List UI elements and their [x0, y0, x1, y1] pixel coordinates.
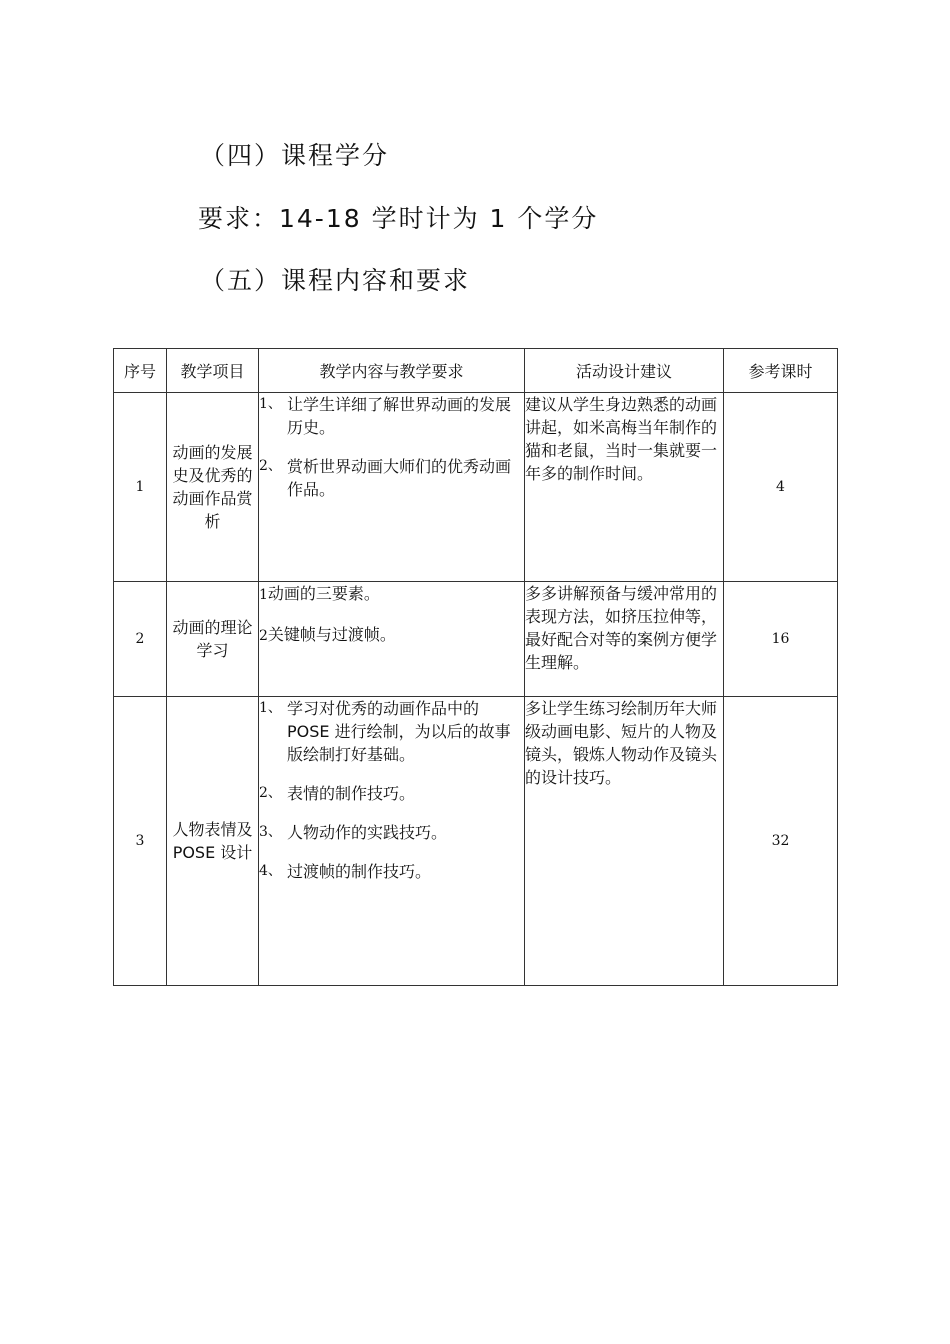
- table-row: [114, 697, 838, 986]
- section-heading-credits: （四）课程学分: [200, 141, 390, 170]
- header-activity: 活动设计建议: [525, 349, 724, 393]
- header-num: 序号: [114, 349, 167, 393]
- row-project: 动画的发展史及优秀的动画作品赏析: [167, 393, 259, 582]
- content-item: 2、 赏析世界动画大师们的优秀动画作品。: [259, 457, 512, 499]
- row-number: 1: [114, 393, 167, 582]
- row-number: 3: [114, 697, 167, 986]
- row-activity: 建议从学生身边熟悉的动画讲起，如米高梅当年制作的猫和老鼠，当时一集就要一年多的制作时间。: [525, 393, 724, 582]
- table-header-row: [114, 349, 838, 393]
- row-project: 动画的理论学习: [167, 582, 259, 697]
- row-hours: 4: [724, 393, 838, 582]
- row-project: 人物表情及 POSE 设计: [167, 697, 259, 986]
- row-activity: 多让学生练习绘制历年大师级动画电影、短片的人物及镜头，锻炼人物动作及镜头的设计技巧。: [525, 697, 724, 986]
- section-heading-content: （五）课程内容和要求: [200, 266, 471, 295]
- row-hours: 16: [724, 582, 838, 697]
- content-item: 1动画的三要素。: [259, 584, 380, 603]
- row-content: [259, 697, 525, 986]
- header-content: 教学内容与教学要求: [259, 349, 525, 393]
- row-content: [259, 582, 525, 697]
- row-content: [259, 393, 525, 582]
- table-row: [114, 393, 838, 582]
- content-item: 4、 过渡帧的制作技巧。: [259, 862, 432, 881]
- course-content-table: [113, 348, 838, 986]
- credit-requirement: 要求：14-18 学时计为 1 个学分: [198, 204, 599, 233]
- content-item: 2、 表情的制作技巧。: [259, 784, 416, 803]
- row-number: 2: [114, 582, 167, 697]
- content-item: 2关键帧与过渡帧。: [259, 625, 396, 644]
- header-project: 教学项目: [167, 349, 259, 393]
- content-item: 1、 让学生详细了解世界动画的发展历史。: [259, 395, 512, 437]
- table-row: [114, 582, 838, 697]
- row-activity: 多多讲解预备与缓冲常用的表现方法，如挤压拉伸等，最好配合对等的案例方便学生理解。: [525, 582, 724, 697]
- header-hours: 参考课时: [724, 349, 838, 393]
- content-item: 1、 学习对优秀的动画作品中的 POSE 进行绘制，为以后的故事版绘制打好基础。: [259, 699, 511, 764]
- content-item: 3、 人物动作的实践技巧。: [259, 823, 448, 842]
- row-hours: 32: [724, 697, 838, 986]
